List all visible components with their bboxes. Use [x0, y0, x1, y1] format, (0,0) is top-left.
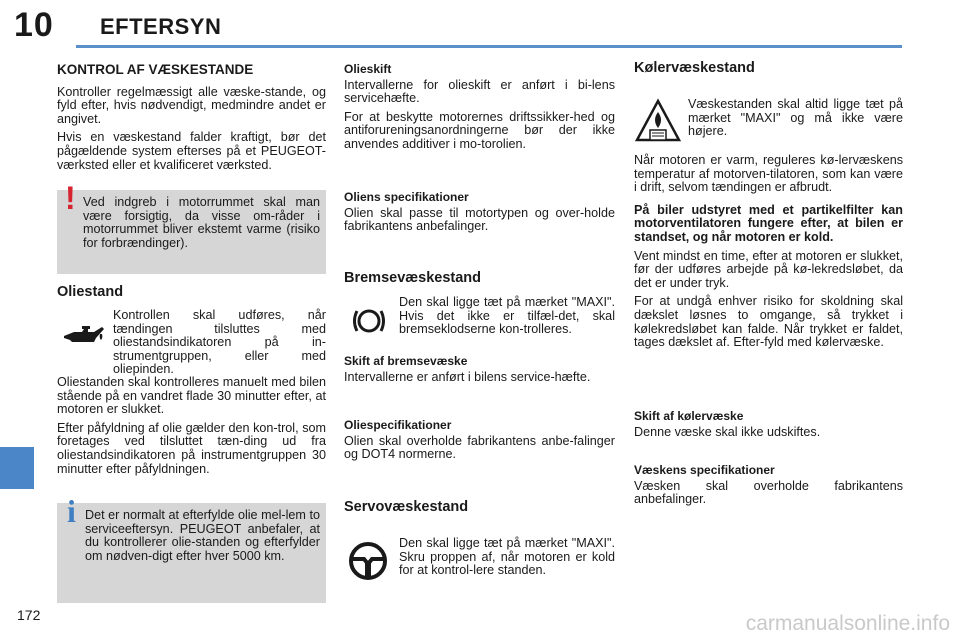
info-note-text: Det er normalt at efterfylde olie mel-lem to serviceeftersyn. PEUGEOT anbefaler, at du kontrollerer olie-standen og efterfylder om nødven-digt efter hver 5000 km. [85, 508, 320, 563]
column-1 [57, 63, 326, 177]
section-heading-coolant: Kølervæskestand [634, 60, 755, 76]
watermark: carmanualsonline.info [745, 612, 950, 635]
oil-level-icon-text: Kontrollen skal udføres, når tændingen tilsluttes med oliestandsindikatoren på in-strumentgruppen, eller med oliepinden. [113, 308, 326, 377]
info-icon: i [67, 493, 76, 529]
warning-exclamation-icon: ! [65, 180, 76, 216]
page-number: 172 [17, 607, 41, 623]
chapter-side-tab [0, 447, 34, 489]
paragraph: Væsken skal overholde fabrikantens anbefalinger. [634, 478, 903, 507]
steering-section [344, 501, 615, 523]
subheading-oil-spec: Oliens specifikationer [344, 190, 469, 204]
subheading-brake-change: Skift af bremsevæske [344, 354, 468, 368]
paragraph: Efter påfyldning af olie gælder den kon-trol, som foretages ved tilsluttet tæn-ding ud fra oliestandsindikatoren på instrumentgruppen 30 minutter efter påfyldningen. [57, 420, 326, 476]
brake-icon-text: Den skal ligge tæt på mærket "MAXI". Hvis det ikke er tilfæl-det, skal bremseklodserne kon-trolleres. [399, 295, 615, 337]
paragraph: Oliestanden skal kontrolleres manuelt med bilen stående på en vandret flade 30 minutter efter, at motoren er slukket. [57, 375, 326, 417]
coolant-change-section [634, 410, 903, 444]
brake-section [344, 272, 615, 294]
paragraph: Olien skal overholde fabrikantens anbe-falinger og DOT4 normerne. [344, 433, 615, 462]
coolant-spec-section [634, 464, 903, 512]
paragraph: Hvis en væskestand falder kraftigt, bør det pågældende system efterses på et PEUGEOT-værksted eller et kvalificeret værksted. [57, 130, 326, 172]
subheading-oil-change: Olieskift [344, 62, 392, 76]
bold-paragraph: På biler udstyret med et partikelfilter kan motorventilatoren fungere efter, at bilen er standset, og når motoren er kold. [634, 202, 903, 244]
steering-icon-text: Den skal ligge tæt på mærket "MAXI". Skru proppen af, når motoren er kold for at kontrol-lere standen. [399, 536, 615, 578]
section-heading-fluid-levels: KONTROL AF VÆSKESTANDE [57, 62, 254, 77]
brake-change-section [344, 355, 615, 389]
paragraph: Intervallerne er anført i bilens service-hæfte. [344, 369, 591, 384]
column-2 [344, 63, 615, 157]
section-heading-power-steering: Servovæskestand [344, 499, 469, 515]
paragraph: Olien skal passe til motortypen og over-holde fabrikantens anbefalinger. [344, 205, 615, 234]
subheading-brake-spec: Oliespecifikationer [344, 418, 452, 432]
coolant-warning-icon [634, 98, 682, 146]
section-heading-oil-level: Oliestand [57, 284, 124, 300]
coolant-section [634, 62, 903, 84]
paragraph: Denne væske skal ikke udskiftes. [634, 424, 821, 439]
oil-level-body [57, 376, 326, 481]
paragraph: Kontroller regelmæssigt alle væske-stande, og fyld efter, hvis nødvendigt, medmindre andet er angivet. [57, 84, 326, 126]
warning-note [57, 180, 326, 274]
paragraph: Når motoren er varm, reguleres kø-lervæskens temperatur af motorven-tilatoren, som kan være i drift, selvom tændingen er afbrudt. [634, 153, 903, 195]
coolant-icon-text: Væskestanden skal altid ligge tæt på mærket "MAXI" og må ikke være højere. [688, 97, 903, 139]
section-heading-brake-fluid: Bremsevæskestand [344, 270, 482, 286]
brake-spec-section [344, 419, 615, 467]
subheading-coolant-change: Skift af kølervæske [634, 409, 744, 423]
subheading-coolant-spec: Væskens specifikationer [634, 463, 775, 477]
oil-level-section [57, 286, 326, 308]
header-rule [76, 45, 902, 48]
paragraph: Intervallerne for olieskift er anført i bi-lens servicehæfte. [344, 77, 615, 106]
info-note [57, 493, 326, 603]
chapter-title: EFTERSYN [100, 14, 222, 39]
brake-circle-icon [350, 305, 388, 337]
steering-wheel-icon [348, 541, 388, 581]
chapter-number: 10 [14, 6, 54, 44]
coolant-body [634, 154, 903, 355]
paragraph: Vent mindst en time, efter at motoren er slukket, før der udføres arbejde på kø-lekredsløbet, da det er under tryk. [634, 248, 903, 290]
warning-note-text: Ved indgreb i motorrummet skal man være forsigtig, da visse om-råder i motorrummet bliver ekstemt varme (risiko for forbrændinger). [83, 195, 320, 250]
paragraph: For at undgå enhver risiko for skoldning skal dækslet løsnes to omgange, så trykket i kølekredsløbet kan falde. Når trykket er faldet, tages dækslet af. Efter-fyld med kølervæske. [634, 294, 903, 350]
paragraph: For at beskytte motorernes driftssikker-hed og antiforureningsanordningerne bør der ikke anvendes additiver i mo-torolien. [344, 109, 615, 151]
oil-spec-section [344, 191, 615, 239]
oil-can-icon [60, 322, 106, 348]
